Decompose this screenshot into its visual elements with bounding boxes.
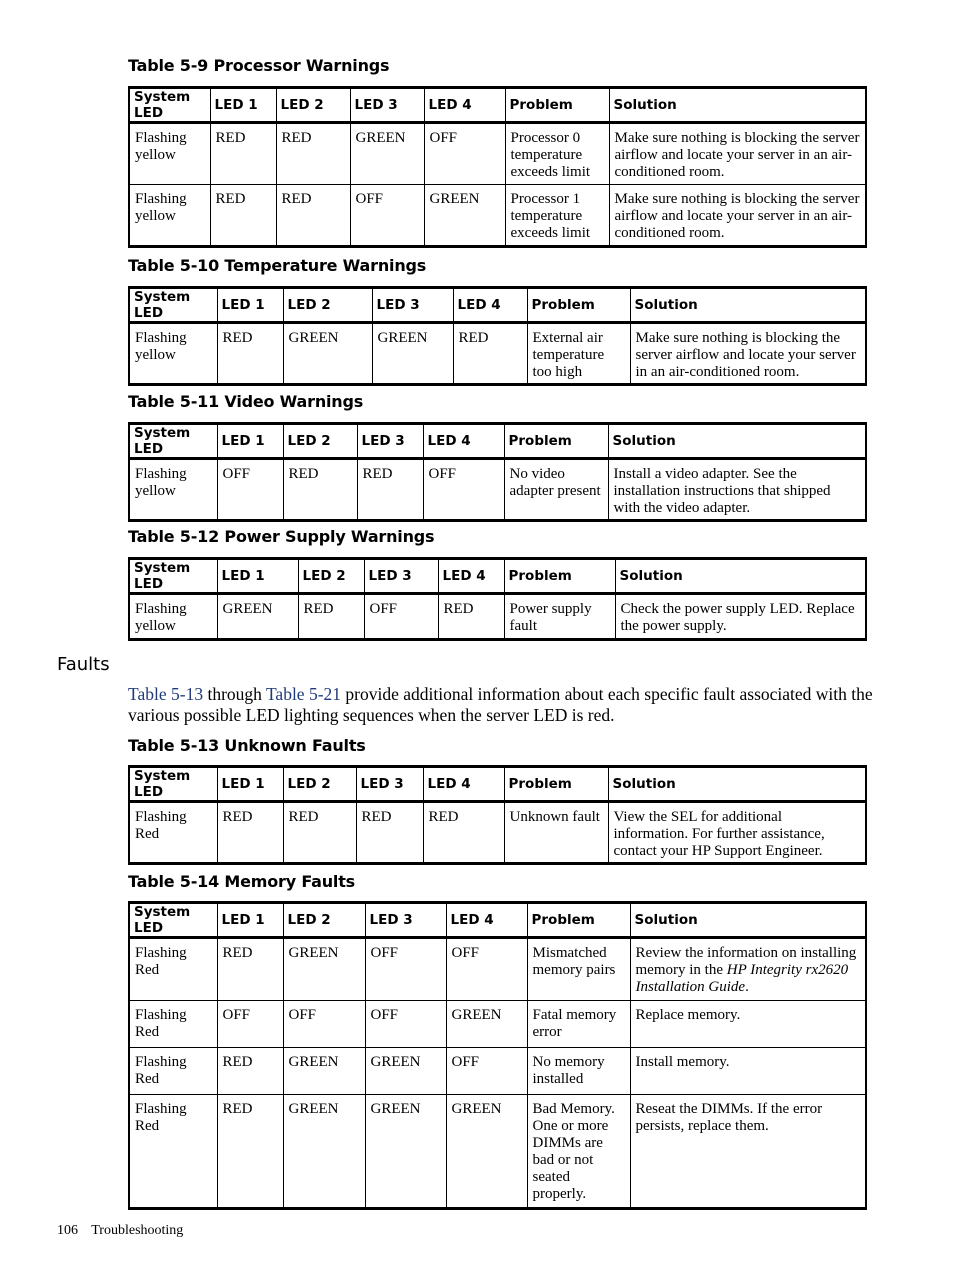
table-cell: RED <box>210 123 276 185</box>
table-cell: GREEN <box>372 323 453 385</box>
table-cell: Make sure nothing is blocking the server airflow and locate your server in an air-conditioned room. <box>609 123 866 185</box>
header-cell: LED 4 <box>453 288 527 323</box>
header-cell: System LED <box>129 88 210 123</box>
header-cell: LED 3 <box>356 767 423 802</box>
solution-text: Review the information on installing memory in the <box>635 945 857 978</box>
table-row <box>129 123 866 185</box>
header-cell: LED 2 <box>283 767 356 802</box>
table-header-row <box>129 767 866 802</box>
table-cell: Install a video adapter. See the installation instructions that shipped with the video adapter. <box>608 459 866 521</box>
table-cell: GREEN <box>217 594 298 640</box>
table-header-row <box>129 288 866 323</box>
header-cell: Problem <box>504 559 615 594</box>
header-cell: Solution <box>609 88 866 123</box>
table-cell: OFF <box>364 594 438 640</box>
table-cell: Install memory. <box>630 1048 866 1095</box>
table-cell: Bad Memory. One or more DIMMs are bad or not seated properly. <box>527 1095 630 1209</box>
header-cell: Problem <box>504 424 608 459</box>
table-cell: Fatal memory error <box>527 1001 630 1048</box>
table-header-row <box>129 424 866 459</box>
table-cell: RED <box>356 802 423 864</box>
table-5-13-link[interactable]: Table 5-13 <box>128 684 204 704</box>
table-cell: RED <box>217 1048 283 1095</box>
table-cell: OFF <box>283 1001 365 1048</box>
table-row <box>129 1001 866 1048</box>
table-caption: Table 5-11 Video Warnings <box>128 392 364 411</box>
table-cell: Flashing yellow <box>129 185 210 247</box>
table-cell: RED <box>217 323 283 385</box>
header-cell: System LED <box>129 424 217 459</box>
header-cell: System LED <box>129 559 217 594</box>
header-cell: LED 4 <box>438 559 504 594</box>
header-cell: LED 3 <box>357 424 423 459</box>
table-cell: GREEN <box>283 1048 365 1095</box>
table-cell: Unknown fault <box>504 802 608 864</box>
table-cell: RED <box>298 594 364 640</box>
header-cell: Solution <box>608 767 866 802</box>
table-cell <box>630 938 866 1001</box>
table-caption: Table 5-10 Temperature Warnings <box>128 256 427 275</box>
table-cell: External air temperature too high <box>527 323 630 385</box>
table-caption: Table 5-12 Power Supply Warnings <box>128 527 435 546</box>
header-cell: LED 3 <box>364 559 438 594</box>
header-cell: LED 4 <box>424 88 505 123</box>
header-cell: LED 3 <box>365 903 446 938</box>
table-cell: GREEN <box>424 185 505 247</box>
table-header-row <box>129 88 866 123</box>
table-cell: Flashing yellow <box>129 594 217 640</box>
table-cell: Make sure nothing is blocking the server airflow and locate your server in an air-conditioned room. <box>630 323 866 385</box>
table-row <box>129 1095 866 1209</box>
page-footer <box>57 1223 193 1239</box>
table-cell: GREEN <box>283 938 365 1001</box>
header-cell: LED 1 <box>210 88 276 123</box>
paragraph-text: through <box>203 684 266 704</box>
footer-section-title: Troubleshooting <box>91 1223 184 1238</box>
header-cell: LED 2 <box>276 88 350 123</box>
table-cell: GREEN <box>446 1095 527 1209</box>
table-cell: Flashing Red <box>129 938 217 1001</box>
table-cell: Flashing yellow <box>129 123 210 185</box>
header-cell: Problem <box>527 903 630 938</box>
table-cell: RED <box>438 594 504 640</box>
table-cell: OFF <box>217 1001 283 1048</box>
table-cell: RED <box>423 802 504 864</box>
table-cell: Power supply fault <box>504 594 615 640</box>
table-cell: Check the power supply LED. Replace the power supply. <box>615 594 866 640</box>
table-row <box>129 185 866 247</box>
temperature-warnings-table <box>128 286 867 386</box>
table-cell: Flashing Red <box>129 1095 217 1209</box>
header-cell: LED 4 <box>446 903 527 938</box>
table-caption: Table 5-9 Processor Warnings <box>128 56 390 75</box>
table-header-row <box>129 559 866 594</box>
table-cell: Flashing Red <box>129 1001 217 1048</box>
table-row <box>129 938 866 1001</box>
table-cell: GREEN <box>365 1048 446 1095</box>
table-cell: Processor 1 temperature exceeds limit <box>505 185 609 247</box>
table-cell: Processor 0 temperature exceeds limit <box>505 123 609 185</box>
header-cell: Problem <box>527 288 630 323</box>
header-cell: LED 4 <box>423 424 504 459</box>
table-cell: OFF <box>217 459 283 521</box>
table-cell: RED <box>217 1095 283 1209</box>
table-cell: Make sure nothing is blocking the server airflow and locate your server in an air-conditioned room. <box>609 185 866 247</box>
page-number: 106 <box>57 1223 78 1238</box>
table-cell: GREEN <box>283 323 372 385</box>
table-cell: OFF <box>423 459 504 521</box>
guide-title: HP Integrity rx2620 Installation Guide <box>635 962 849 995</box>
table-cell: RED <box>276 185 350 247</box>
table-cell: RED <box>283 459 357 521</box>
table-cell: Replace memory. <box>630 1001 866 1048</box>
unknown-faults-table <box>128 765 867 865</box>
table-cell: RED <box>453 323 527 385</box>
table-cell: OFF <box>446 1048 527 1095</box>
table-row <box>129 323 866 385</box>
header-cell: Solution <box>630 288 866 323</box>
header-cell: System LED <box>129 288 217 323</box>
paragraph-text: provide additional information about each specific fault associated with the various possible LED lighting sequences when the server LED is red. <box>128 684 873 725</box>
table-row <box>129 1048 866 1095</box>
table-cell: GREEN <box>446 1001 527 1048</box>
header-cell: LED 1 <box>217 767 283 802</box>
header-cell: Solution <box>630 903 866 938</box>
table-cell: Flashing Red <box>129 802 217 864</box>
header-cell: LED 2 <box>283 288 372 323</box>
table-caption: Table 5-14 Memory Faults <box>128 872 355 891</box>
table-cell: Flashing yellow <box>129 323 217 385</box>
table-caption: Table 5-13 Unknown Faults <box>128 736 366 755</box>
table-row <box>129 802 866 864</box>
table-5-21-link[interactable]: Table 5-21 <box>265 684 342 704</box>
processor-warnings-table <box>128 86 867 248</box>
header-cell: Problem <box>505 88 609 123</box>
table-cell: Flashing Red <box>129 1048 217 1095</box>
power-supply-warnings-table <box>128 557 867 641</box>
header-cell: LED 2 <box>283 903 365 938</box>
table-cell: GREEN <box>283 1095 365 1209</box>
table-cell: OFF <box>424 123 505 185</box>
video-warnings-table <box>128 422 867 522</box>
header-cell: LED 1 <box>217 559 298 594</box>
table-row <box>129 594 866 640</box>
table-cell: GREEN <box>350 123 424 185</box>
header-cell: LED 1 <box>217 288 283 323</box>
solution-text: . <box>745 979 749 995</box>
header-cell: LED 3 <box>350 88 424 123</box>
table-cell: RED <box>276 123 350 185</box>
table-cell: OFF <box>365 1001 446 1048</box>
table-cell: GREEN <box>365 1095 446 1209</box>
table-cell: Flashing yellow <box>129 459 217 521</box>
header-cell: LED 1 <box>217 424 283 459</box>
header-cell: System LED <box>129 903 217 938</box>
table-cell: RED <box>357 459 423 521</box>
header-cell: LED 1 <box>217 903 283 938</box>
table-cell: RED <box>210 185 276 247</box>
table-cell: Mismatched memory pairs <box>527 938 630 1001</box>
table-header-row <box>129 903 866 938</box>
table-cell: OFF <box>365 938 446 1001</box>
header-cell: LED 3 <box>372 288 453 323</box>
header-cell: Solution <box>608 424 866 459</box>
table-cell: RED <box>283 802 356 864</box>
table-cell: No video adapter present <box>504 459 608 521</box>
table-cell: RED <box>217 938 283 1001</box>
header-cell: Solution <box>615 559 866 594</box>
faults-intro-paragraph <box>128 684 873 726</box>
header-cell: LED 4 <box>423 767 504 802</box>
table-cell: No memory installed <box>527 1048 630 1095</box>
header-cell: LED 2 <box>283 424 357 459</box>
section-heading: Faults <box>57 654 110 675</box>
table-cell: OFF <box>350 185 424 247</box>
header-cell: LED 2 <box>298 559 364 594</box>
header-cell: Problem <box>504 767 608 802</box>
table-cell: RED <box>217 802 283 864</box>
table-cell: Reseat the DIMMs. If the error persists, replace them. <box>630 1095 866 1209</box>
table-cell: View the SEL for additional information. For further assistance, contact your HP Support Engineer. <box>608 802 866 864</box>
table-row <box>129 459 866 521</box>
table-cell: OFF <box>446 938 527 1001</box>
header-cell: System LED <box>129 767 217 802</box>
memory-faults-table <box>128 901 867 1210</box>
